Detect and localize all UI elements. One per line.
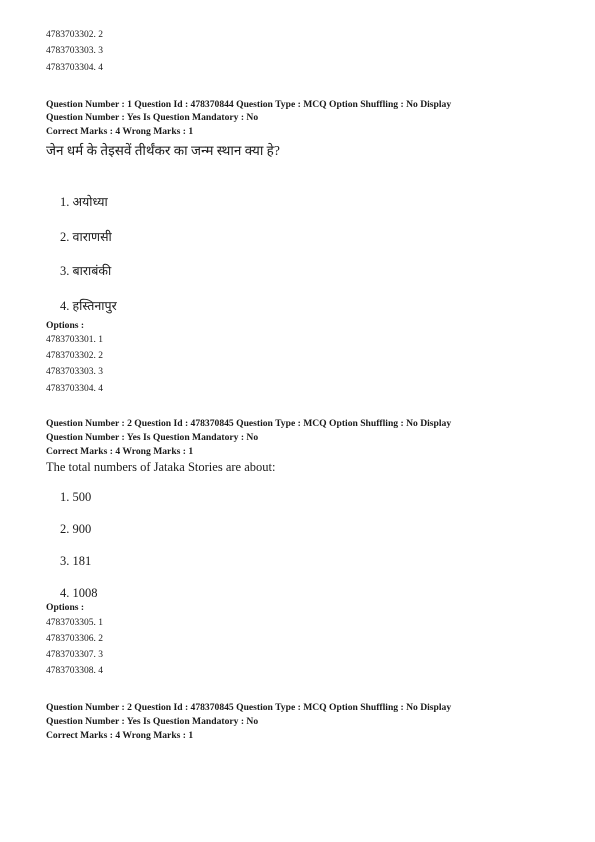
answer-choice: 4. 1008 bbox=[60, 586, 98, 600]
answer-choice: 3. बाराबंकी bbox=[60, 264, 112, 278]
option-id-line: 4783703306. 2 bbox=[46, 634, 103, 644]
option-id-line: 4783703303. 3 bbox=[46, 367, 103, 377]
option-id-line: 4783703302. 2 bbox=[46, 351, 103, 361]
question-header: Question Number : 1 Question Id : 478370844 Question Type : MCQ Option Shuffling : No Display bbox=[46, 99, 452, 110]
option-id-line: 4783703303. 3 bbox=[46, 46, 103, 56]
options-label: Options : bbox=[46, 320, 85, 331]
option-id-line: 4783703305. 1 bbox=[46, 618, 103, 628]
answer-choice: 4. हस्तिनापुर bbox=[60, 299, 117, 313]
question-header: Question Number : Yes Is Question Mandatory : No bbox=[46, 432, 259, 443]
option-id-line: 4783703307. 3 bbox=[46, 650, 103, 660]
answer-choice: 1. अयोध्या bbox=[60, 195, 108, 209]
option-id-line: 4783703301. 1 bbox=[46, 335, 103, 345]
marks-line: Correct Marks : 4 Wrong Marks : 1 bbox=[46, 126, 194, 137]
question-header: Question Number : Yes Is Question Mandatory : No bbox=[46, 112, 259, 123]
answer-choice: 2. वाराणसी bbox=[60, 230, 112, 244]
question-text: The total numbers of Jataka Stories are about: bbox=[46, 460, 276, 474]
question-header: Question Number : Yes Is Question Mandatory : No bbox=[46, 716, 259, 727]
option-id-line: 4783703304. 4 bbox=[46, 63, 103, 73]
question-header: Question Number : 2 Question Id : 478370845 Question Type : MCQ Option Shuffling : No Display bbox=[46, 702, 452, 713]
marks-line: Correct Marks : 4 Wrong Marks : 1 bbox=[46, 446, 194, 457]
marks-line: Correct Marks : 4 Wrong Marks : 1 bbox=[46, 730, 194, 741]
answer-choice: 2. 900 bbox=[60, 522, 92, 536]
option-id-line: 4783703308. 4 bbox=[46, 666, 103, 676]
options-label: Options : bbox=[46, 602, 85, 613]
option-id-line: 4783703302. 2 bbox=[46, 30, 103, 40]
answer-choice: 1. 500 bbox=[60, 490, 92, 504]
question-text: जेन धर्म के तेइसवें तीर्थंकर का जन्म स्थान क्या हे? bbox=[46, 143, 280, 158]
question-header: Question Number : 2 Question Id : 478370845 Question Type : MCQ Option Shuffling : No Display bbox=[46, 418, 452, 429]
answer-choice: 3. 181 bbox=[60, 554, 92, 568]
option-id-line: 4783703304. 4 bbox=[46, 384, 103, 394]
